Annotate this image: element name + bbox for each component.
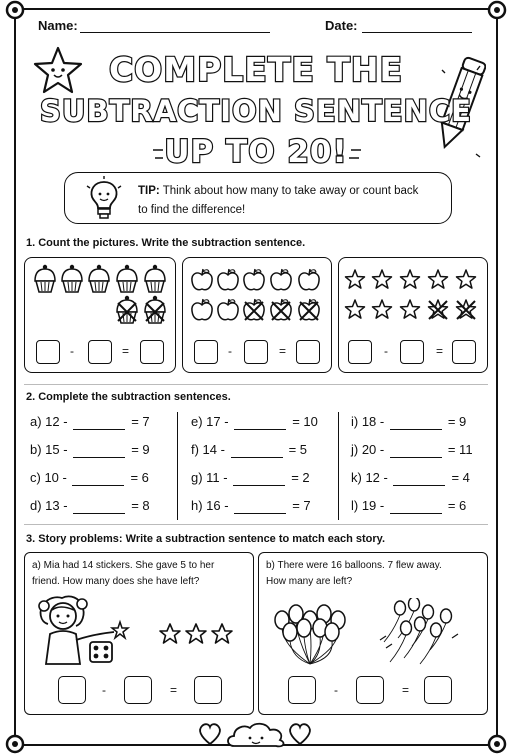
star-icon <box>401 270 420 288</box>
apple-icon <box>271 299 291 320</box>
footer-decoration <box>196 716 316 752</box>
heart-icon <box>290 724 310 744</box>
answer-blank[interactable] <box>73 498 125 514</box>
minus-sign: - <box>102 683 106 697</box>
minus-sign: - <box>228 344 232 358</box>
problem-result: = 9 <box>131 442 150 457</box>
cupcake-icon <box>35 265 55 292</box>
minus-sign: - <box>334 683 338 697</box>
section-divider <box>24 384 488 385</box>
equals-sign: = <box>170 683 178 697</box>
apple-icon <box>218 269 238 290</box>
subtraction-problem <box>191 498 311 514</box>
heart-icon <box>200 724 220 744</box>
problem-letter: k) 12 - <box>351 470 392 485</box>
apple-icon <box>192 299 212 320</box>
cupcake-icon <box>145 296 165 323</box>
answer-blank[interactable] <box>73 442 125 458</box>
subtraction-problem <box>30 442 150 458</box>
subtraction-problem <box>351 470 470 486</box>
subtraction-problem <box>191 470 310 486</box>
problem-result: = 6 <box>447 498 467 513</box>
girl-icon <box>36 592 136 666</box>
answer-box[interactable] <box>194 340 218 364</box>
answer-blank[interactable] <box>73 414 125 430</box>
cupcake-icon <box>117 265 137 292</box>
cupcake-icon <box>117 296 137 323</box>
equals-sign: = <box>122 344 130 358</box>
answer-box[interactable] <box>88 340 112 364</box>
section-2-heading: 2. Complete the subtraction sentences. <box>26 391 231 403</box>
answer-blank[interactable] <box>390 498 442 514</box>
answer-box[interactable] <box>140 340 164 364</box>
cupcake-icon <box>145 265 165 292</box>
star-icon <box>401 300 420 318</box>
answer-box[interactable] <box>400 340 424 364</box>
answer-box[interactable] <box>58 676 86 704</box>
story-b-text <box>266 558 486 590</box>
answer-blank[interactable] <box>393 470 445 486</box>
apple-icon <box>299 299 319 320</box>
subtraction-problem <box>30 498 150 514</box>
title-line-3: UP TO 20! <box>164 134 348 170</box>
subtraction-problem <box>191 442 307 458</box>
answer-blank[interactable] <box>234 498 286 514</box>
star-icon <box>373 300 392 318</box>
story-b-line-2: How many are left? <box>266 576 353 587</box>
answer-blank[interactable] <box>234 414 286 430</box>
answer-box[interactable] <box>348 340 372 364</box>
answer-box[interactable] <box>244 340 268 364</box>
answer-box[interactable] <box>356 676 384 704</box>
subtraction-problem <box>191 414 318 430</box>
subtraction-problem <box>351 498 466 514</box>
problem-letter: i) 18 - <box>351 414 388 429</box>
problem-letter: j) 20 - <box>351 442 388 457</box>
date-label: Date: <box>325 18 358 33</box>
section-divider <box>24 524 488 525</box>
problem-result: = 6 <box>130 470 149 485</box>
problem-letter: l) 19 - <box>351 498 388 513</box>
star-icon <box>346 300 365 318</box>
apple-icon <box>271 269 291 290</box>
tip-label: TIP: <box>138 185 160 197</box>
problem-letter: h) 16 - <box>191 498 233 513</box>
subtraction-problem <box>351 414 466 430</box>
answer-box[interactable] <box>36 340 60 364</box>
answer-box[interactable] <box>296 340 320 364</box>
equals-sign: = <box>279 344 287 358</box>
apple-icon <box>192 269 212 290</box>
problem-result: = 10 <box>292 414 318 429</box>
problem-letter: e) 17 - <box>191 414 233 429</box>
problem-letter: b) 15 - <box>30 442 72 457</box>
equals-sign: = <box>436 344 444 358</box>
answer-box[interactable] <box>194 676 222 704</box>
subtraction-problem <box>351 442 473 458</box>
section-1-heading: 1. Count the pictures. Write the subtraction sentence. <box>26 237 306 249</box>
balloons-icon <box>270 598 482 670</box>
story-a-text <box>32 558 252 590</box>
star-icon <box>457 270 476 288</box>
star-icon <box>457 300 476 319</box>
answer-blank[interactable] <box>390 442 442 458</box>
story-a-line-1: a) Mia had 14 stickers. She gave 5 to her <box>32 560 215 571</box>
minus-sign: - <box>384 344 388 358</box>
apple-icon <box>244 299 264 320</box>
equals-sign: = <box>402 683 410 697</box>
problem-letter: g) 11 - <box>191 470 232 485</box>
problem-letter: f) 14 - <box>191 442 229 457</box>
section-3-heading: 3. Story problems: Write a subtraction sentence to match each story. <box>26 533 386 545</box>
story-b-line-1: b) There were 16 balloons. 7 flew away. <box>266 560 442 571</box>
problem-result: = 7 <box>292 498 311 513</box>
star-icon <box>429 270 448 288</box>
answer-blank[interactable] <box>231 442 283 458</box>
problem-letter: d) 13 - <box>30 498 72 513</box>
minus-sign: - <box>70 344 74 358</box>
title-line-1: COMPLETE THE <box>108 50 404 89</box>
column-divider <box>177 412 178 520</box>
problem-result: = 5 <box>288 442 308 457</box>
problem-result: = 7 <box>131 414 150 429</box>
problem-result: = 4 <box>451 470 470 485</box>
answer-blank[interactable] <box>72 470 124 486</box>
answer-blank[interactable] <box>390 414 442 430</box>
answer-box[interactable] <box>124 676 152 704</box>
answer-box[interactable] <box>424 676 452 704</box>
title-line-2: SUBTRACTION SENTENCE <box>40 94 472 128</box>
column-divider <box>338 412 339 520</box>
cupcake-icon <box>89 265 109 292</box>
problem-result: = 8 <box>131 498 150 513</box>
answer-box[interactable] <box>288 676 316 704</box>
apple-icon <box>244 269 264 290</box>
apple-icon <box>299 269 319 290</box>
subtraction-problem <box>30 414 150 430</box>
subtraction-problem <box>30 470 149 486</box>
problem-result: = 2 <box>291 470 310 485</box>
tip-text-line-1: Think about how many to take away or count back <box>162 185 419 197</box>
answer-box[interactable] <box>452 340 476 364</box>
problem-letter: c) 10 - <box>30 470 71 485</box>
problem-letter: a) 12 - <box>30 414 72 429</box>
problem-result: = 11 <box>447 442 473 457</box>
star-icon <box>429 300 448 319</box>
answer-blank[interactable] <box>233 470 285 486</box>
problem-result: = 9 <box>447 414 467 429</box>
cupcake-icon <box>62 265 82 292</box>
tip-text-line-2: to find the difference! <box>138 204 246 216</box>
name-label: Name: <box>38 18 78 33</box>
star-icon <box>373 270 392 288</box>
stickers-icon <box>158 622 238 646</box>
story-a-line-2: friend. How many does she have left? <box>32 576 200 587</box>
apple-icon <box>218 299 238 320</box>
star-icon <box>346 270 365 288</box>
